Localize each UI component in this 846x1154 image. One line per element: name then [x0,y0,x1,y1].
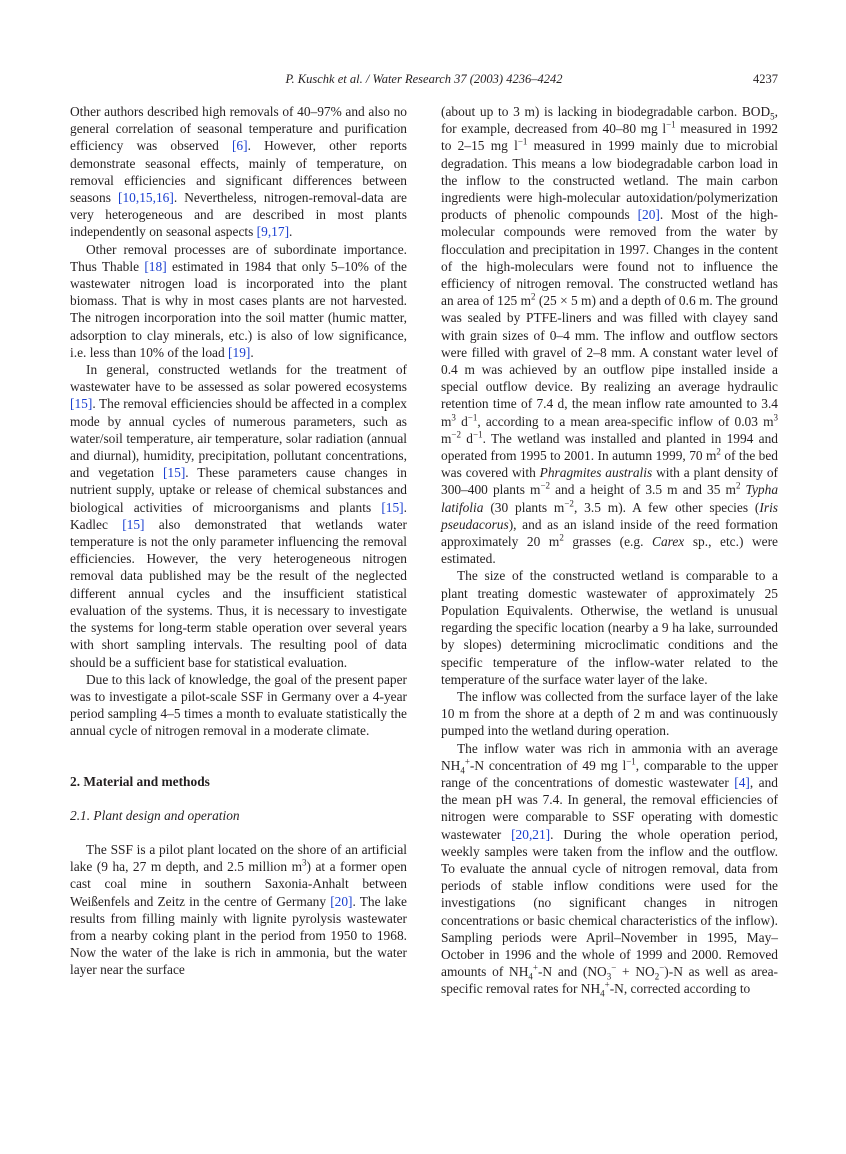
paragraph [441,103,778,567]
text: -N concentration of 49 mg l [469,757,627,773]
text: . [289,224,293,240]
citation-link[interactable]: [15] [122,516,145,532]
paragraph: Due to this lack of knowledge, the goal of the present paper was to investigate a pilot-scale SSF in Germany over a 4-year period sampling 4–5 times a month to evaluate statistically the annual cycle of nitrogen removal in a moderate climate. [70,671,407,739]
species-name: Typha latifolia [441,482,779,515]
right-column [441,103,778,998]
citation-link[interactable]: [15] [381,499,404,515]
text: -N, corrected according to [609,981,751,997]
text: , according to a mean area-specific inflow of 0.03 m [477,413,774,429]
citation-link[interactable]: [20,21] [511,826,551,842]
superscript: −2 [540,481,551,491]
text: d [461,430,473,446]
text: The inflow water was rich in ammonia with an average NH [441,740,778,773]
text: Other authors described high removals of 40–97% and also no general correlation of seasonal temperature and purification efficiency was observed [70,104,407,154]
text: estimated in 1984 that only 5–10% of the wastewater nitrogen load is incorporated into the plant biomass. That is why in most cases plants are not harvested. The nitrogen incorporation into the soil matter (humic matter, adsorption to clay minerals, etc.) is also of low significance, i.e. less than 10% of the load [70,258,407,360]
text: . The removal efficiencies should be affected in a complex mode by annual cycles of numerous parameters, such as water/soil temperature, air temperature, solar radiation (annual and diurnal), humidity, precipitation, pollutant concentrations, and vegetation [70,396,407,481]
text: . [250,344,254,360]
page-number: 4237 [753,72,778,86]
text: of the bed was covered with [441,448,779,481]
superscript: −1 [517,136,528,147]
text: . The wetland was installed and planted in 1994 and operated from 1995 to 2001. In autumn 1999, 70 m [441,430,779,464]
section-heading: 2. Material and methods [70,773,210,789]
text: . Nevertheless, nitrogen-removal-data are very heterogeneous and are described in most plants independently on seasonal aspects [70,190,407,240]
citation-link[interactable]: [6] [231,138,248,154]
subsection-heading: 2.1. Plant design and operation [70,807,240,823]
superscript: 2 [559,532,564,543]
paragraph: The size of the constructed wetland is comparable to a plant treating domestic wastewater of approximately 25 Population Equivalents. Otherwise, the wetland is unusual regarding the specific location (nearby a 9 ha lake, surrounded by slopes) determining microclimatic conditions and the specific temperature of the inflow-water related to the temperature of the surface water layer of the lake. [441,568,778,687]
citation-link[interactable]: [4] [734,774,750,790]
text: -N and (NO [537,964,607,980]
subscript: 4 [528,971,533,982]
text: d [455,413,468,429]
superscript: 3 [301,857,307,868]
citation-link[interactable]: [20] [637,207,660,223]
subscript: 4 [460,765,465,776]
text: ) at a former open cast coal mine in southern Saxonia-Anhalt between Weißenfels and Zeitz in the centre of Germany [70,859,407,909]
superscript: 2 [735,481,741,491]
superscript: + [464,756,470,767]
text: The SSF is a pilot plant located on the shore of an artificial lake (9 ha, 27 m depth, and 2.5 million m [70,841,407,875]
text: . The lake results from filling mainly with lignite pyrolysis wastewater from a nearby coking plant in the period from 1950 to 1968. Now the water of the lake is rich in ammonia, but the water layer near the surface [70,893,407,978]
superscript: − [611,962,617,973]
superscript: − [659,962,665,973]
text: , for example, decreased from 40–80 mg l [441,104,778,137]
citation-link[interactable]: [20] [330,893,353,909]
superscript: −1 [666,119,676,130]
left-column [70,103,407,979]
text: , and the mean pH was 7.4. In general, the removal efficiencies of nitrogen were comparable to SSF operating with domestic wastewater [441,774,778,842]
text: with a plant density of 300–400 plants m [441,465,778,498]
text: . During the whole operation period, weekly samples were taken from the inflow and the outflow. To evaluate the annual cycle of nitrogen removal, data from periods of stable inflow conditions were used for the investigations (no significant changes in nitrogen concentrations or basic chemical characteristics of the inflow). Sampling periods were April–November in 1995, May–October in 1996 and the whole of 1999 and 2000. Removed amounts of NH [441,826,778,980]
citation-link[interactable]: [10,15,16] [118,190,174,206]
paragraph [441,740,778,998]
superscript: + [532,962,538,973]
text: Other removal processes are of subordinate importance. Thus Thable [70,241,407,274]
text: In general, constructed wetlands for the treatment of wastewater have to be assessed as solar powered ecosystems [70,362,407,395]
running-header [70,70,778,88]
text: (25 × 5 m) and a depth of 0.6 m. The ground was sealed by PTFE-liners and was filled with clayey sand with grain sizes of 0–4 mm. The inflow and outflow sectors were filled with gravel of 2–8 mm. A constant water level of 0.4 m was achieved by an outflow pipe installed inside a special outflow device. By realizing an average hydraulic retention time of 7.4 d, the mean inflow rate amounted to 3.4 m [441,293,778,429]
text: measured in 1999 mainly due to microbial degradation. This means a low biodegradable carbon load in the inflow to the constructed wetland. The main carbon ingredients were high-molecular autoxidation/polymerization products of phenolic compounds [441,138,778,223]
paragraph: The inflow was collected from the surface layer of the lake 10 m from the shore at a depth of 2 m and was continuously pumped into the wetland during operation. [441,688,778,739]
running-title: P. Kuschk et al. / Water Research 37 (2003) 4236–4242 [285,72,563,86]
text: . These parameters cause changes in nutrient supply, uptake or release of chemical substances and biological activities of microorganisms and plants [70,465,407,515]
species-name: Iris pseudacorus [441,499,779,532]
superscript: −1 [467,412,478,423]
text: )-N as well as area-specific removal rates for NH [441,964,778,997]
superscript: 3 [773,412,778,423]
subscript: 4 [600,989,605,1000]
superscript: 3 [451,412,456,423]
citation-link[interactable]: [9,17] [256,224,290,240]
superscript: + [604,979,610,990]
citation-link[interactable]: [15] [70,396,93,412]
text: , comparable to the upper range of the concentrations of domestic wastewater [441,757,778,790]
superscript: −2 [564,498,574,509]
text: (30 plants m [483,499,565,515]
superscript: −1 [626,756,636,767]
text: . Kadlec [70,499,407,532]
text: . However, other reports demonstrate seasonal effects, mainly of temperature, on removal efficiencies and significant differences between seasons [70,138,407,206]
text: also demonstrated that wetlands water temperature is not the only parameter influencing the removal efficiencies. However, the very heterogeneous nitrogen removal data published may be the result of the neglected different annual cycles and the insufficient statistical evaluation of the systems. Thus, it is necessary to investigate the systems for long-term stable operation over several years with short sampling intervals. The resulting pool of data should be a sufficient base for statistical evaluation. [70,516,408,670]
superscript: 2 [716,446,721,457]
text: grasses (e.g. [563,534,653,550]
text: measured in 1992 to 2–15 mg l [441,121,778,154]
subscript: 2 [654,971,660,982]
species-name: Carex [652,534,685,550]
paragraph [70,241,407,361]
superscript: −1 [473,429,483,440]
text: sp., etc.) were estimated. [441,534,779,567]
text: ), and as an island inside of the reed formation approximately 20 m [441,516,778,550]
superscript: 2 [531,291,536,302]
text: . Most of the high-molecular compounds were removed from the water by flocculation and precipitation in 1997. Changes in the content of the high-moleculars were found not to influence the efficiency of nitrogen removal. The constructed wetland has an area of 125 m [441,207,778,309]
paragraph [70,841,407,979]
text: (about up to 3 m) is lacking in biodegradable carbon. BOD [441,104,771,119]
citation-link[interactable]: [15] [162,465,186,481]
paragraph [70,361,407,671]
citation-link[interactable]: [18] [144,258,167,274]
citation-link[interactable]: [19] [228,344,251,360]
species-name: Phragmites australis [539,465,653,481]
paragraph [70,103,407,241]
subscript: 3 [606,971,612,982]
text: and a height of 3.5 m and 35 m [550,482,736,498]
text: , 3.5 m). A few other species ( [573,499,760,515]
text: m [441,430,452,446]
subscript: 5 [770,111,775,122]
text: + NO [616,964,655,980]
superscript: −2 [451,429,461,440]
